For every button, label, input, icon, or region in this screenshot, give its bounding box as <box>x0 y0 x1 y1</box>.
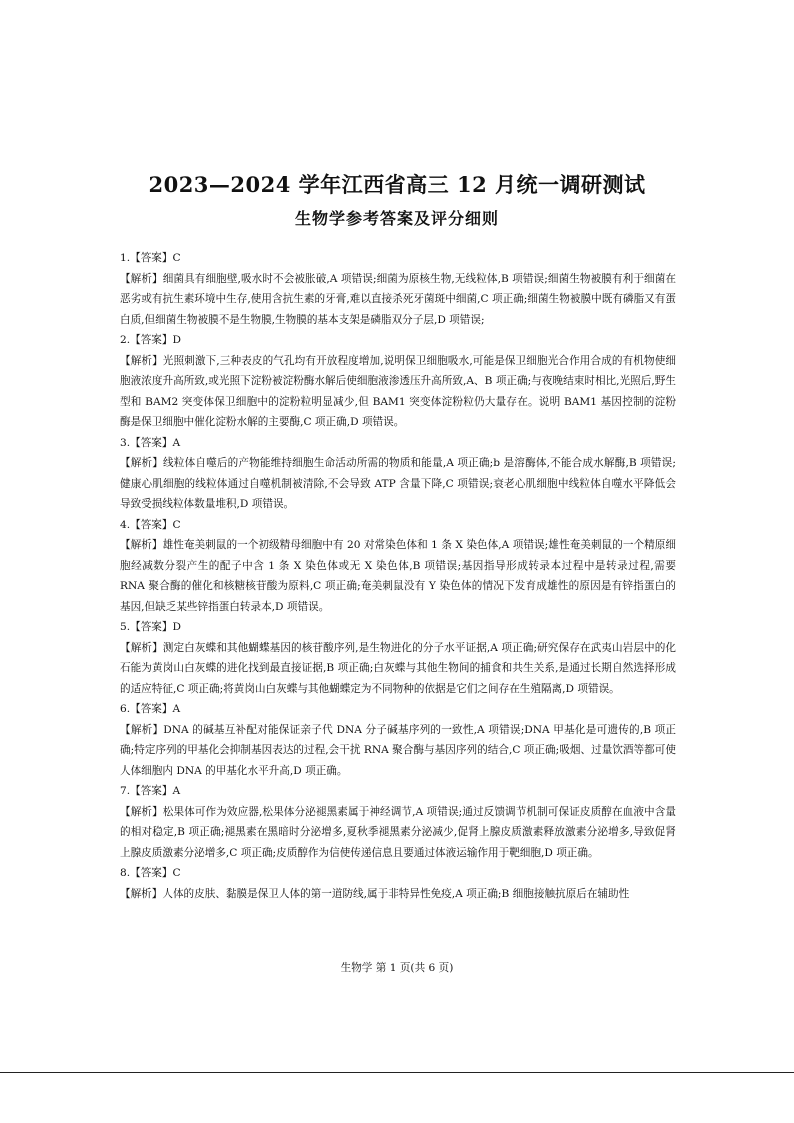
page-footer: 生物学 第 1 页(共 6 页) <box>340 962 454 974</box>
answer-item-6 <box>120 699 676 781</box>
answer-item-3 <box>120 433 676 515</box>
answer-label: 5.【答案】D <box>120 621 181 633</box>
answer-label: 8.【答案】C <box>120 867 181 879</box>
document-title: 2023—2024 学年江西省高三 12 月统一调研测试 <box>148 172 646 197</box>
answer-label: 1.【答案】C <box>120 252 181 264</box>
answer-item-5 <box>120 617 676 699</box>
analysis-text: 【解析】雄性奄美刺鼠的一个初级精母细胞中有 20 对常染色体和 1 条 X 染色体,A 项错误;雄性奄美刺鼠的一个精原细胞经减数分裂产生的配子中含 1 条 X 染色体或无 X 染色体,B 项错误;基因指导形成转录本过程中是转录过程,需要 RNA 聚合酶的催化和核糖核苷酸为原料,C 项正确;奄美刺鼠没有 Y 染色体的情况下发育成雄性的原因是有锌指蛋白的基因,但缺乏某些锌指蛋白转录本,D 项错误。 <box>120 539 676 613</box>
answer-item-2 <box>120 330 676 433</box>
answer-item-1 <box>120 248 676 330</box>
answer-list <box>120 248 676 904</box>
analysis-text: 【解析】松果体可作为效应器,松果体分泌褪黑素属于神经调节,A 项错误;通过反馈调节机制可保证皮质醇在血液中含量的相对稳定,B 项正确;褪黑素在黑暗时分泌增多,夏秋季褪黑素分泌减少,促肾上腺皮质激素释放激素分泌增多,导致促肾上腺皮质激素分泌增多,C 项正确;皮质醇作为信使传递信息且要通过体液运输作用于靶细胞,D 项正确。 <box>120 805 676 859</box>
document-subtitle: 生物学参考答案及评分细则 <box>294 209 499 228</box>
analysis-text: 【解析】人体的皮肤、黏膜是保卫人体的第一道防线,属于非特异性免疫,A 项正确;B 细胞接触抗原后在辅助性 <box>120 887 630 900</box>
analysis-text: 【解析】光照刺激下,三种表皮的气孔均有开放程度增加,说明保卫细胞吸水,可能是保卫细胞光合作用合成的有机物使细胞液浓度升高所致,或光照下淀粉被淀粉酶水解后使细胞液渗透压升高所致,A、B 项正确;与夜晚结束时相比,光照后,野生型和 BAM2 突变体保卫细胞中的淀粉粒明显减少,但 BAM1 突变体淀粉粒仍大量存在。说明 BAM1 基因控制的淀粉酶是保卫细胞中催化淀粉水解的主要酶,C 项正确,D 项错误。 <box>120 354 676 428</box>
answer-label: 3.【答案】A <box>120 436 181 449</box>
analysis-text: 【解析】DNA 的碱基互补配对能保证亲子代 DNA 分子碱基序列的一致性,A 项错误;DNA 甲基化是可遗传的,B 项正确;特定序列的甲基化会抑制基因表达的过程,会干扰 RNA 聚合酶与基因序列的结合,C 项正确;吸烟、过量饮酒等都可使人体细胞内 DNA 的甲基化水平升高,D 项正确。 <box>120 723 676 777</box>
analysis-text: 【解析】线粒体自噬后的产物能维持细胞生命活动所需的物质和能量,A 项正确;b 是溶酶体,不能合成水解酶,B 项错误;健康心肌细胞的线粒体通过自噬机制被清除,不会导致 ATP 含量下降,C 项错误;衰老心肌细胞中线粒体自噬水平降低会导致受损线粒体数量堆积,D 项错误。 <box>120 457 676 510</box>
answer-label: 2.【答案】D <box>120 334 181 346</box>
analysis-text: 【解析】测定白灰蝶和其他蝴蝶基因的核苷酸序列,是生物进化的分子水平证据,A 项正确;研究保存在武夷山岩层中的化石能为黄岗山白灰蝶的进化找到最直接证据,B 项正确;白灰蝶与其他生物间的捕食和共生关系,是通过长期自然选择形成的适应特征,C 项正确;将黄岗山白灰蝶与其他蝴蝶定为不同物种的依据是它们之间存在生殖隔离,D 项错误。 <box>120 641 676 695</box>
page-divider <box>0 1072 794 1073</box>
answer-label: 4.【答案】C <box>120 518 181 531</box>
answer-item-7 <box>120 781 676 863</box>
answer-item-4 <box>120 515 676 618</box>
answer-label: 6.【答案】A <box>120 703 181 715</box>
answer-label: 7.【答案】A <box>120 785 181 797</box>
answer-item-8 <box>120 863 676 904</box>
analysis-text: 【解析】细菌具有细胞壁,吸水时不会被胀破,A 项错误;细菌为原核生物,无线粒体,B 项错误;细菌生物被膜有利于细菌在恶劣或有抗生素环境中生存,使用含抗生素的牙膏,难以直接杀死牙菌斑中细菌,C 项正确;细菌生物被膜中既有磷脂又有蛋白质,但细菌生物被膜不是生物膜,生物膜的基本支架是磷脂双分子层,D 项错误; <box>120 272 676 326</box>
